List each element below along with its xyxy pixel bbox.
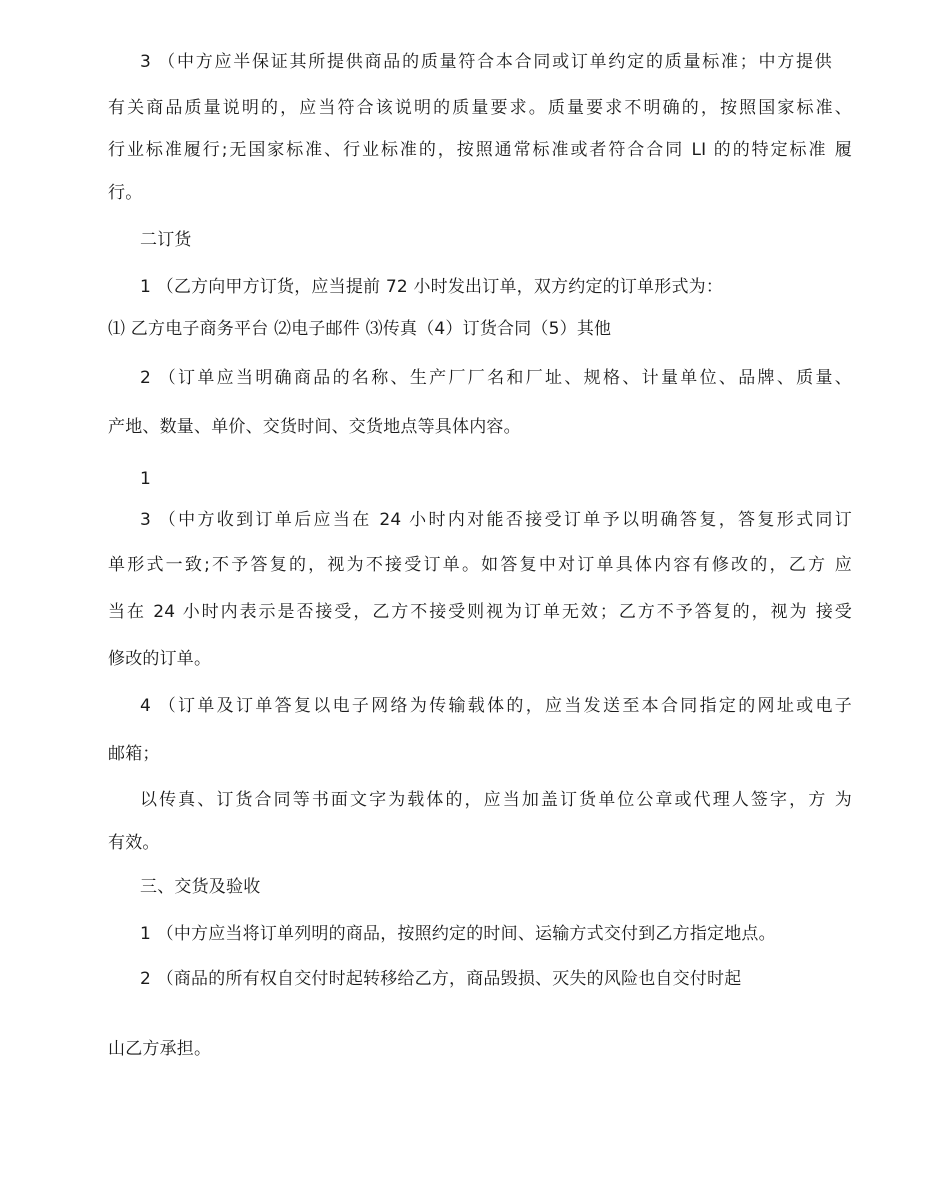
clause-3-order-line-4: 修改的订单。 bbox=[108, 649, 212, 669]
clause-2-delivery-line-1: 2 （商品的所有权自交付时起转移给乙方，商品毁损、灭失的风险也自交付时起 bbox=[140, 969, 742, 989]
clause-3-order-line-1: 3 （中方收到订单后应当在 24 小时内对能否接受订单予以明确答复，答复形式同订 bbox=[140, 510, 852, 530]
clause-2-order-line-2: 产地、数量、单价、交货时间、交货地点等具体内容。 bbox=[108, 417, 521, 437]
clause-4-order-line-3: 以传真、订货合同等书面文字为载体的，应当加盖订货单位公章或代理人签字，方 为 bbox=[140, 790, 852, 810]
section-heading-delivery: 三、交货及验收 bbox=[140, 877, 261, 897]
stray-number: 1 bbox=[140, 469, 152, 489]
clause-4-order-line-1: 4 （订单及订单答复以电子网络为传输载体的，应当发送至本合同指定的网址或电子 bbox=[140, 696, 852, 716]
clause-3-quality-line-2: 有关商品质量说明的，应当符合该说明的质量要求。质量要求不明确的，按照国家标准、 bbox=[108, 98, 852, 118]
clause-1-delivery: 1 （中方应当将订单列明的商品，按照约定的时间、运输方式交付到乙方指定地点。 bbox=[140, 924, 776, 944]
clause-4-order-line-4: 有效。 bbox=[108, 833, 160, 853]
clause-3-order-line-2: 单形式一致;不予答复的，视为不接受订单。如答复中对订单具体内容有修改的，乙方 应 bbox=[108, 555, 852, 575]
section-heading-ordering: 二订货 bbox=[140, 230, 192, 250]
clause-2-delivery-line-2: 山乙方承担。 bbox=[108, 1039, 212, 1059]
order-forms-list: ⑴ 乙方电子商务平台 ⑵电子邮件 ⑶传真（4）订货合同（5）其他 bbox=[108, 319, 612, 339]
clause-1-order-line-1: 1 （乙方向甲方订货，应当提前 72 小时发出订单，双方约定的订单形式为： bbox=[140, 277, 724, 297]
clause-3-quality-line-1: 3 （中方应半保证其所提供商品的质量符合本合同或订单约定的质量标准；中方提供 bbox=[140, 52, 832, 72]
clause-4-order-line-2: 邮箱； bbox=[108, 744, 160, 764]
clause-2-order-line-1: 2 （订单应当明确商品的名称、生产厂厂名和厂址、规格、计量单位、品牌、质量、 bbox=[140, 368, 852, 388]
clause-3-order-line-3: 当在 24 小时内表示是否接受，乙方不接受则视为订单无效；乙方不予答复的，视为 接受 bbox=[108, 602, 852, 622]
clause-3-quality-line-3: 行业标准履行;无国家标准、行业标准的，按照通常标准或者符合合同 LI 的的特定标准 履 bbox=[108, 140, 852, 160]
clause-3-quality-line-4: 行。 bbox=[108, 183, 143, 203]
